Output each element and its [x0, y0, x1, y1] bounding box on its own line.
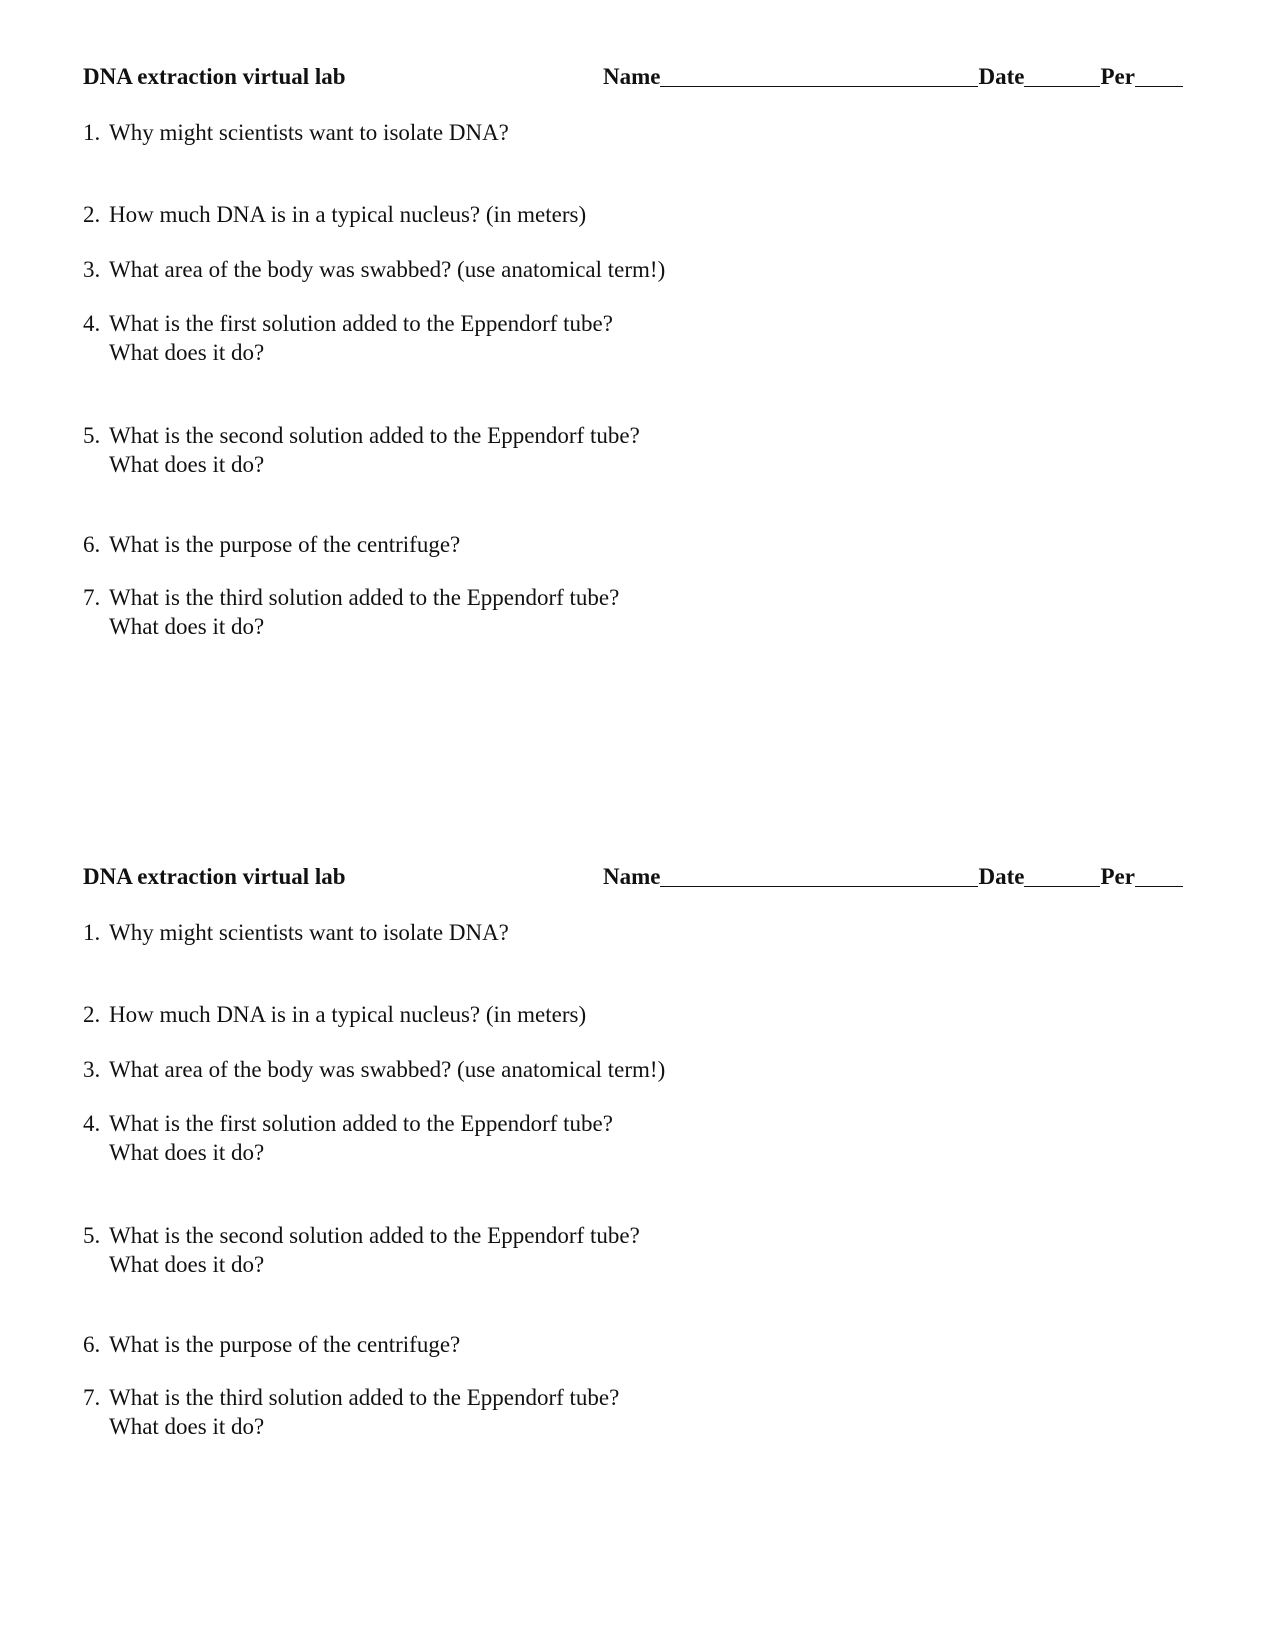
question-text: What is the second solution added to the Eppendorf tube? — [109, 1223, 640, 1248]
question-number: 4. — [83, 1111, 101, 1136]
worksheet-title: DNA extraction virtual lab — [83, 864, 346, 889]
question-3 — [83, 255, 1083, 284]
question-text: What is the third solution added to the Eppendorf tube? — [109, 1385, 620, 1410]
question-5 — [83, 1221, 1083, 1279]
question-subtext: What does it do? — [109, 614, 265, 639]
period-blank[interactable] — [1135, 864, 1183, 887]
question-text: What area of the body was swabbed? (use anatomical term!) — [109, 257, 666, 282]
worksheet-bottom — [0, 800, 1275, 1600]
question-text: What is the second solution added to the Eppendorf tube? — [109, 423, 640, 448]
date-label: Date — [978, 864, 1025, 889]
question-number: 7. — [83, 1385, 101, 1410]
question-2 — [83, 200, 1083, 229]
question-3 — [83, 1055, 1083, 1084]
question-7 — [83, 583, 1083, 641]
period-blank[interactable] — [1135, 64, 1183, 87]
question-4 — [83, 1109, 1083, 1167]
question-1 — [83, 118, 1083, 147]
question-text: How much DNA is in a typical nucleus? (in meters) — [109, 1002, 587, 1027]
question-subtext: What does it do? — [109, 1140, 265, 1165]
worksheet-top — [0, 0, 1275, 800]
period-label: Per — [1100, 864, 1135, 889]
question-number: 2. — [83, 1002, 101, 1027]
question-number: 6. — [83, 532, 101, 557]
question-number: 3. — [83, 1057, 101, 1082]
date-blank[interactable] — [1024, 864, 1100, 887]
question-text: What area of the body was swabbed? (use anatomical term!) — [109, 1057, 666, 1082]
student-info-fields — [603, 860, 1183, 894]
question-1 — [83, 918, 1083, 947]
question-6 — [83, 1330, 1083, 1359]
question-subtext: What does it do? — [109, 452, 265, 477]
question-number: 2. — [83, 202, 101, 227]
name-label: Name — [603, 64, 661, 89]
question-2 — [83, 1000, 1083, 1029]
name-blank[interactable] — [660, 64, 978, 87]
question-text: What is the first solution added to the Eppendorf tube? — [109, 1111, 613, 1136]
question-5 — [83, 421, 1083, 479]
question-number: 3. — [83, 257, 101, 282]
question-text: How much DNA is in a typical nucleus? (in meters) — [109, 202, 587, 227]
date-label: Date — [978, 64, 1025, 89]
question-number: 4. — [83, 311, 101, 336]
date-blank[interactable] — [1024, 64, 1100, 87]
name-blank[interactable] — [660, 864, 978, 887]
question-number: 5. — [83, 1223, 101, 1248]
worksheet-title: DNA extraction virtual lab — [83, 64, 346, 89]
question-number: 1. — [83, 920, 101, 945]
question-subtext: What does it do? — [109, 1414, 265, 1439]
question-number: 7. — [83, 585, 101, 610]
question-7 — [83, 1383, 1083, 1441]
question-text: Why might scientists want to isolate DNA? — [109, 120, 509, 145]
question-text: What is the purpose of the centrifuge? — [109, 532, 461, 557]
question-text: Why might scientists want to isolate DNA? — [109, 920, 509, 945]
question-text: What is the third solution added to the Eppendorf tube? — [109, 585, 620, 610]
question-6 — [83, 530, 1083, 559]
question-subtext: What does it do? — [109, 340, 265, 365]
question-text: What is the purpose of the centrifuge? — [109, 1332, 461, 1357]
question-number: 6. — [83, 1332, 101, 1357]
question-4 — [83, 309, 1083, 367]
question-number: 5. — [83, 423, 101, 448]
question-number: 1. — [83, 120, 101, 145]
worksheet-header — [83, 60, 1203, 94]
name-label: Name — [603, 864, 661, 889]
student-info-fields — [603, 60, 1183, 94]
period-label: Per — [1100, 64, 1135, 89]
worksheet-header — [83, 860, 1203, 894]
question-text: What is the first solution added to the Eppendorf tube? — [109, 311, 613, 336]
question-subtext: What does it do? — [109, 1252, 265, 1277]
